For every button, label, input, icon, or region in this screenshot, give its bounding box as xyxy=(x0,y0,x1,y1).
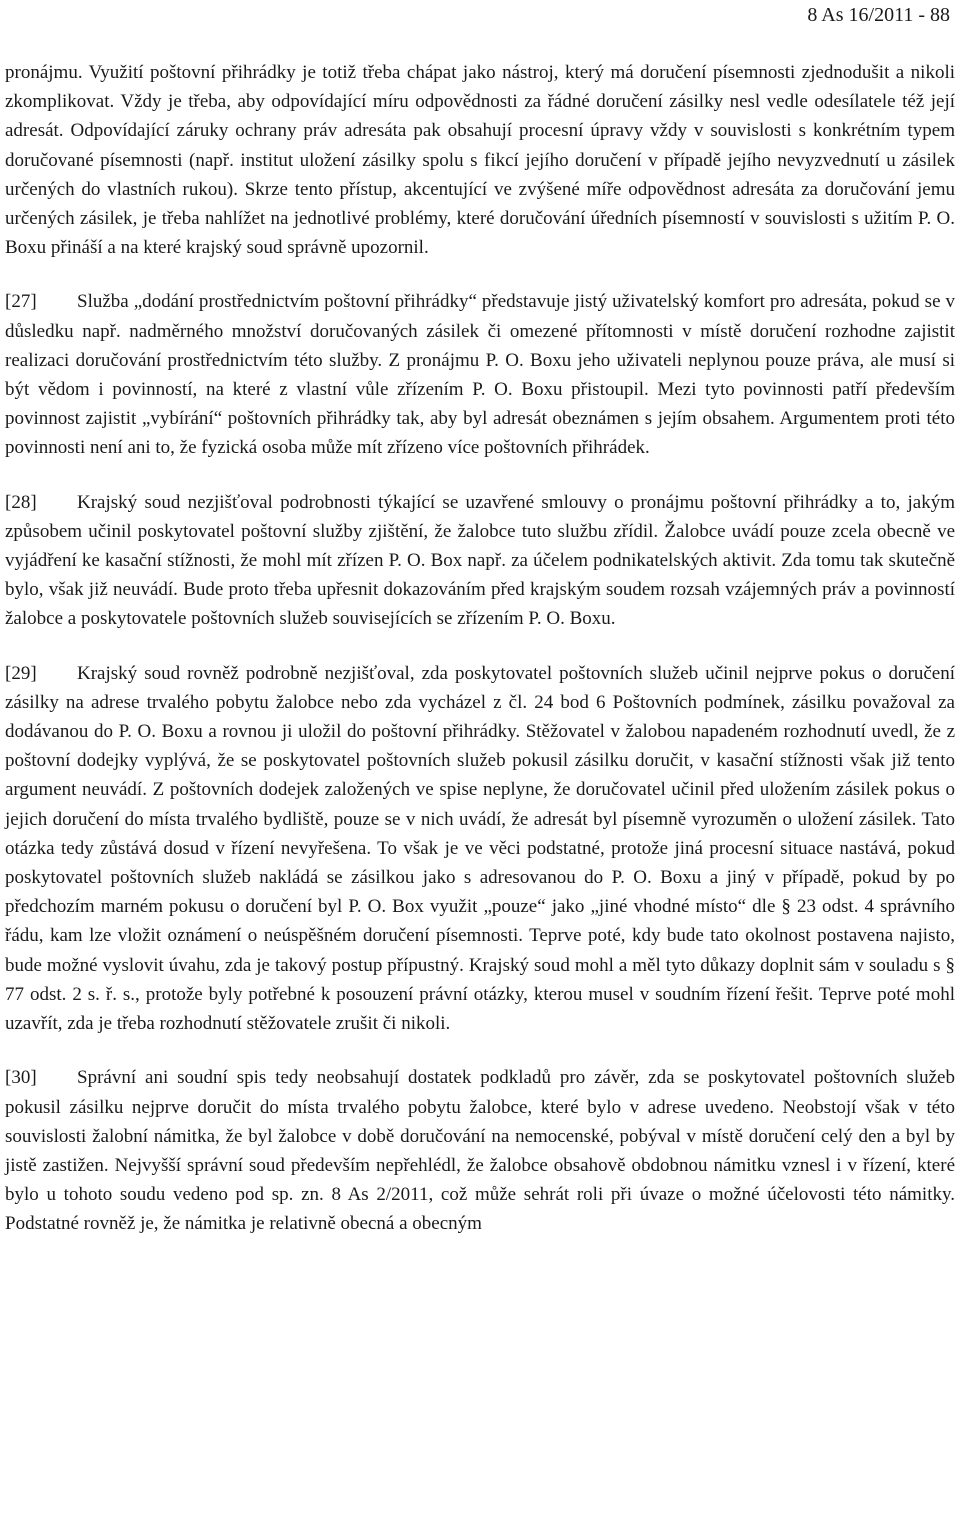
paragraph-text: Krajský soud nezjišťoval podrobnosti týkající se uzavřené smlouvy o pronájmu poštovní přihrádky a to, jakým způsobem učinil poskytovatel poštovní služby zjištění, že žalobce tuto službu zřídil. Žalobce uvádí pouze zcela obecně ve vyjádření ke kasační stížnosti, že mohl mít zřízen P. O. Box např. za účelem podnikatelských aktivit. Zda tomu tak skutečně bylo, však již neuvádí. Bude proto třeba upřesnit dokazováním před krajským soudem rozsah vzájemných práv a povinností žalobce a poskytovatele poštovních služeb souvisejících se zřízením P. O. Boxu. xyxy=(5,491,955,630)
paragraph-text: Správní ani soudní spis tedy neobsahují dostatek podkladů pro závěr, zda se poskytovatel poštovních služeb pokusil zásilku nejprve doručit do místa trvalého pobytu žalobce, které bylo v adrese uvedeno. Neobstojí však v této souvislosti žalobní námitka, že byl žalobce v době doručování na nemocenské, pobýval v místě doručení celý den a byl by jistě zastižen. Nejvyšší správní soud především nepřehlédl, že žalobce obsahově obdobnou námitku vznesl i v řízení, které bylo u tohoto soudu vedeno pod sp. zn. 8 As 2/2011, což může sehrát roli při úvaze o možné účelovosti této námitky. Podstatné rovněž je, že námitka je relativně obecná a obecným xyxy=(5,1067,955,1235)
paragraph-number: [29] xyxy=(5,662,37,684)
paragraph-27 xyxy=(5,287,955,462)
paragraph-29 xyxy=(5,659,955,1039)
page-header-case-number: 8 As 16/2011 - 88 xyxy=(807,4,950,26)
paragraph-text: pronájmu. Využití poštovní přihrádky je totiž třeba chápat jako nástroj, který má doručení písemnosti zjednodušit a nikoli zkomplikovat. Vždy je třeba, aby odpovídající míru odpovědnosti za řádné doručení zásilky nesl vedle odesílatele též její adresát. Odpovídající záruky ochrany práv adresáta pak obsahují procesní úpravy vždy v souvislosti s konkrétním typem doručované písemnosti (např. institut uložení zásilky spolu s fikcí jejího doručení v případě jejího nevyzvednutí u zásilek určených do vlastních rukou). Skrze tento přístup, akcentující ve zvýšené míře odpovědnost adresáta za doručování jemu určených zásilek, je třeba nahlížet na jednotlivé problémy, které doručování úředních písemností v souvislosti s užitím P. O. Boxu přináší a na které krajský soud správně upozornil. xyxy=(5,62,955,259)
paragraph-text: Krajský soud rovněž podrobně nezjišťoval, zda poskytovatel poštovních služeb učinil nejprve pokus o doručení zásilky na adrese trvalého pobytu žalobce nebo zda vycházel z čl. 24 bod 6 Poštovních podmínek, zásilku považoval za dodávanou do P. O. Boxu a rovnou ji uložil do poštovní přihrádky. Stěžovatel v žalobou napadeném rozhodnutí uvedl, že z poštovní dodejky vyplývá, že se poskytovatel poštovních služeb pokusil zásilku doručit, v kasační stížnosti však již tento argument neuvádí. Z poštovních dodejek založených ve spise neplyne, že doručovatel učinil před uložením zásilek pokus o jejich doručení do místa trvalého bydliště, pouze se v nich uvádí, že adresát byl písemně vyrozuměn o uložení zásilek. Tato otázka tedy zůstává dosud v řízení nevyřešena. To však je ve věci podstatné, protože jiná procesní situace nastává, pokud poskytovatel poštovních služeb nakládá se zásilkou jako s adresovanou do P. O. Boxu a jiný v případě, pokud by po předchozím marném pokusu o doručení byl P. O. Box využit „pouze“ jako „jiné vhodné místo“ dle § 23 odst. 4 správního řádu, kam lze vložit oznámení o neúspěšném doručení písemnosti. Teprve poté, kdy bude tato okolnost postavena najisto, bude možné vyslovit úvahu, zda je takový postup přípustný. Krajský soud mohl a měl tyto důkazy doplnit sám v souladu s § 77 odst. 2 s. ř. s., protože byly potřebné k posouzení právní otázky, kterou musel v soudním řízení řešit. Teprve poté mohl uzavřít, zda je třeba rozhodnutí stěžovatele zrušit či nikoli. xyxy=(5,662,955,1035)
paragraph-number: [27] xyxy=(5,291,37,313)
paragraph-number: [30] xyxy=(5,1067,37,1089)
paragraph-text: Služba „dodání prostřednictvím poštovní přihrádky“ představuje jistý uživatelský komfort pro adresáta, pokud se v důsledku např. nadměrného množství doručovaných zásilek či omezené přítomnosti v místě doručení rozhodne zajistit realizaci doručování prostřednictvím této služby. Z pronájmu P. O. Boxu jeho uživateli neplynou pouze práva, ale musí si být vědom i povinností, na které z vlastní vůle zřízením P. O. Boxu přistoupil. Mezi tyto povinnosti patří především povinnost zajistit „vybírání“ poštovních přihrádky tak, aby byl adresát obeznámen s jejím obsahem. Argumentem proti této povinnosti není ani to, že fyzická osoba může mít zřízeno více poštovních přihrádek. xyxy=(5,291,955,459)
paragraph-continuation xyxy=(5,58,955,262)
paragraph-number: [28] xyxy=(5,491,37,513)
document-body xyxy=(5,58,955,1264)
paragraph-30 xyxy=(5,1063,955,1238)
paragraph-28 xyxy=(5,488,955,634)
